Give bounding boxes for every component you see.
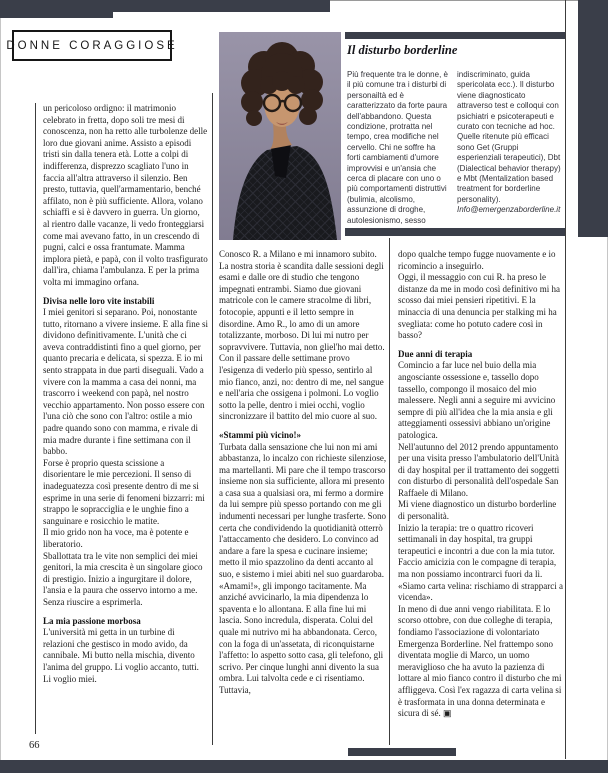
top-left-decor-block <box>0 0 113 18</box>
paragraph: Inizio la terapia: tre o quattro ricoveri settimanali in day hospital, tra gruppi terapeutici e incontri a due con la mia tutor. Faccio amicizia con le compagne di terapia, ma non possiamo incontrarci fuori da lì. «Siamo carta velina: rischiamo di strapparci a vicenda». <box>398 522 563 603</box>
column-divider-1 <box>212 93 213 745</box>
column-divider-2 <box>389 238 390 745</box>
column1-left-rule <box>35 103 36 734</box>
bottom-decor-band <box>0 760 608 773</box>
paragraph: In meno di due anni vengo riabilitata. E lo scorso ottobre, con due colleghe di terapia, fondiamo l'associazione di volontariato Emergenza Borderline. Nel frattempo sono diventata moglie di Marco, un uomo meraviglioso che ha avuto la pazienza di lottare al mio fianco contro il disturbo che mi affliggeva. Così l'ex ragazza di carta velina si è trasformata in una donna determinata e sicura di sé. ▣ <box>398 603 562 719</box>
article-column-2 <box>219 249 387 697</box>
paragraph: Forse è proprio questa scissione a disorientare le mie percezioni. Il senso di inadeguatezza così presente dentro di me si esprime in una serie di fenomeni bizzarri: mi strappo le sopracciglia e le unghie fino a sanguinare e rosicchio le matite. <box>43 457 205 526</box>
paragraph: Nell'autunno del 2012 prendo appuntamento per una visita presso l'ambulatorio dell'Unità di day hospital per il trattamento dei soggetti con disturbo di personalità dell'ospedale San Raffaele di Milano. <box>398 441 560 498</box>
section-heading: «Stammi più vicino!» <box>219 429 302 440</box>
article-column-1 <box>43 103 208 685</box>
paragraph: Oggi, il messaggio con cui R. ha preso le distanze da me in modo così definitivo mi ha scosso dai miei pensieri ripetitivi. E la minaccia di una denuncia per stalking mi ha svegliata: come ho potuto cadere così in basso? <box>398 272 560 341</box>
sidebar-top-rule <box>345 32 565 39</box>
paragraph: Sballottata tra le vite non semplici dei miei genitori, la mia crescita è un singolare gioco di prestigio. Inizio a ingurgitare il dolore, l'ansia e la paura che osservo intorno a me. Senza riuscire a esprimerla. <box>43 550 203 607</box>
page-number: 66 <box>29 740 40 751</box>
section-heading: Due anni di terapia <box>398 348 473 359</box>
footer-accent-bar <box>348 748 456 756</box>
sidebar-title: Il disturbo borderline <box>347 43 458 57</box>
paragraph: un pericoloso ordigno: il matrimonio celebrato in fretta, dopo soli tre mesi di conoscenza, non ha retto alle turbolenze delle loro due giovani anime. Assisto a episodi tristi sin dalla tenera età. Lotte a colpi di indifferenza, disprezzo scagliato l'uno in faccia all'altra attraverso il silenzio. Ben presto, tuttavia, quell'armamentario, benché affilato, non è più sufficiente. Allora, volano schiaffi e si è davvero in guerra. Un giorno, al rientro dalle vacanze, li vedo fronteggiarsi come mai avevano fatto, in un crescendo di pugni, calci e ossa frantumate. Mamma implora pietà, e papà, con il volto trasfigurato dall'ira, chiama l'ambulanza. E per la prima volta mi immagino orfana. <box>43 103 208 287</box>
paragraph: dopo qualche tempo fugge nuovamente e io ricomincio a inseguirlo. <box>398 249 556 271</box>
paragraph: Turbata dalla sensazione che lui non mi ami abbastanza, lo incalzo con richieste silenziose, ma martellanti. Mi pare che il tempo trascorso insieme non sia sufficiente, allora mi presento a casa sua a qualsiasi ora, mi fermo a dormire da lui sempre più spesso portando con me gli indumenti necessari per lunghe trasferte. Sono certa che condividendo la quotidianità otterrò l'attaccamento che desidero. Lo convinco ad andare a fare la spesa e cucinare insieme; metto il mio spazzolino da denti accanto al suo, e sistemo i miei abiti nel suo guardaroba. «Amami!», gli impongo tacitamente. Ma anziché avvicinarlo, la mia dipendenza lo spaventa e lo allontana. E alla fine lui mi lascia. Sono incredula, disperata. Colui del quale mi nutrivo mi ha abbandonata. Cerco, con la foga di un'assetata, di riconquistarne l'affetto: lo aspetto sotto casa, gli telefono, gli scrivo. Per cinque lunghi anni divento la sua ombra. Lui talvolta cede e ci risentiamo. Tuttavia, <box>219 441 387 695</box>
paragraph: L'università mi getta in un turbine di relazioni che gestisco in modo avido, da cannibale. Mi butto nella mischia, divento l'anima del gruppo. Li voglio accanto, tutti. Li voglio miei. <box>43 627 199 684</box>
portrait-photo-illustration <box>219 32 341 240</box>
paragraph: Mi viene diagnostico un disturbo borderline di personalità. <box>398 499 557 522</box>
paragraph: Conosco R. a Milano e mi innamoro subito. La nostra storia è scandita dalle sessioni degli esami e dalle ore di studio che tengono impegnati entrambi. Siamo due giovani matricole con le camere stracolme di libri, fotocopie, appunti e il letto sempre in disordine. Amo R., lo amo di un amore totalizzante, morboso. Di lui mi nutro per sopravvivere. Tuttavia, non gliel'ho mai detto. <box>219 249 385 352</box>
section-kicker-label: DONNE CORAGGIOSE <box>6 39 178 52</box>
section-heading: Divisa nelle loro vite instabili <box>43 295 155 306</box>
right-margin-rule <box>565 0 566 759</box>
portrait-photo <box>219 32 341 240</box>
sidebar-column-b-text: indiscriminato, guida spericolata ecc.). Il disturbo viene diagnosticato attraverso test e colloqui con psichiatri e psicoterapeuti e curato con tecniche ad hoc. Quelle ritenute più efficaci sono Get (Gruppi esperienziali terapeutici), Dbt (Dialectical behavior therapy) e Mbt (Mentalization based treatment for borderline personality). <box>457 70 561 204</box>
section-heading: La mia passione morbosa <box>43 615 141 626</box>
sidebar-bottom-rule <box>345 228 565 236</box>
section-kicker-box <box>6 30 178 61</box>
paragraph: I miei genitori si separano. Poi, nonostante tutto, ritornano a vivere insieme. E alla fine si dividono definitivamente. L'unità che ci aveva contraddistinti fino a quel giorno, per quanto precaria e delicata, si spezza. E io mi sento strappata in due parti diseguali. Vado a vivere con la mamma a casa dei nonni, ma trascorro i weekend con papà, nel nostro vecchio appartamento. Non posso essere con l'una ciò che sono con l'altro: ostile a mio padre quando sono con mamma, e rivale di mia madre durante i fine settimana con il babbo. <box>43 307 208 457</box>
paragraph: Il mio grido non ha voce, ma è potente e liberatorio. <box>43 527 189 549</box>
article-column-3 <box>398 249 564 720</box>
right-edge-decor-bar <box>578 0 608 237</box>
sidebar-column-b <box>457 70 563 216</box>
paragraph: Con il passare delle settimane provo l'esigenza di vederlo più spesso, sentirlo al mio fianco, anzi, no: dentro di me, nel sangue e nell'aria che ossigena i polmoni. Lo voglio sotto la pelle, dentro i miei occhi, voglio sincronizzare il battito del mio cuore al suo. <box>219 353 384 422</box>
paragraph: Comincio a far luce nel buio della mia angosciante ossessione e, tassello dopo tassello, compongo il mosaico del mio malessere. Negli anni a seguire mi avvicino sempre di più all'idea che la mia ansia e gli atteggiamenti ossessivi abbiano un'origine patologica. <box>398 360 556 440</box>
sidebar-contact-email: Info@emergenzaborderline.it <box>457 205 561 215</box>
sidebar-column-a: Più frequente tra le donne, è il più comune tra i disturbi di personailtà ed è caratterizzato da forte paura dell'abbandono. Questa condizione, protratta nel tempo, crea modifiche nel cervello. Chi ne soffre ha forti cambiamenti d'umore improvvisi e un'ansia che cerca di placare con uno o più comportamenti distruttivi (bulimia, alcolismo, assunzione di droghe, autolesionismo, sesso <box>347 70 448 225</box>
